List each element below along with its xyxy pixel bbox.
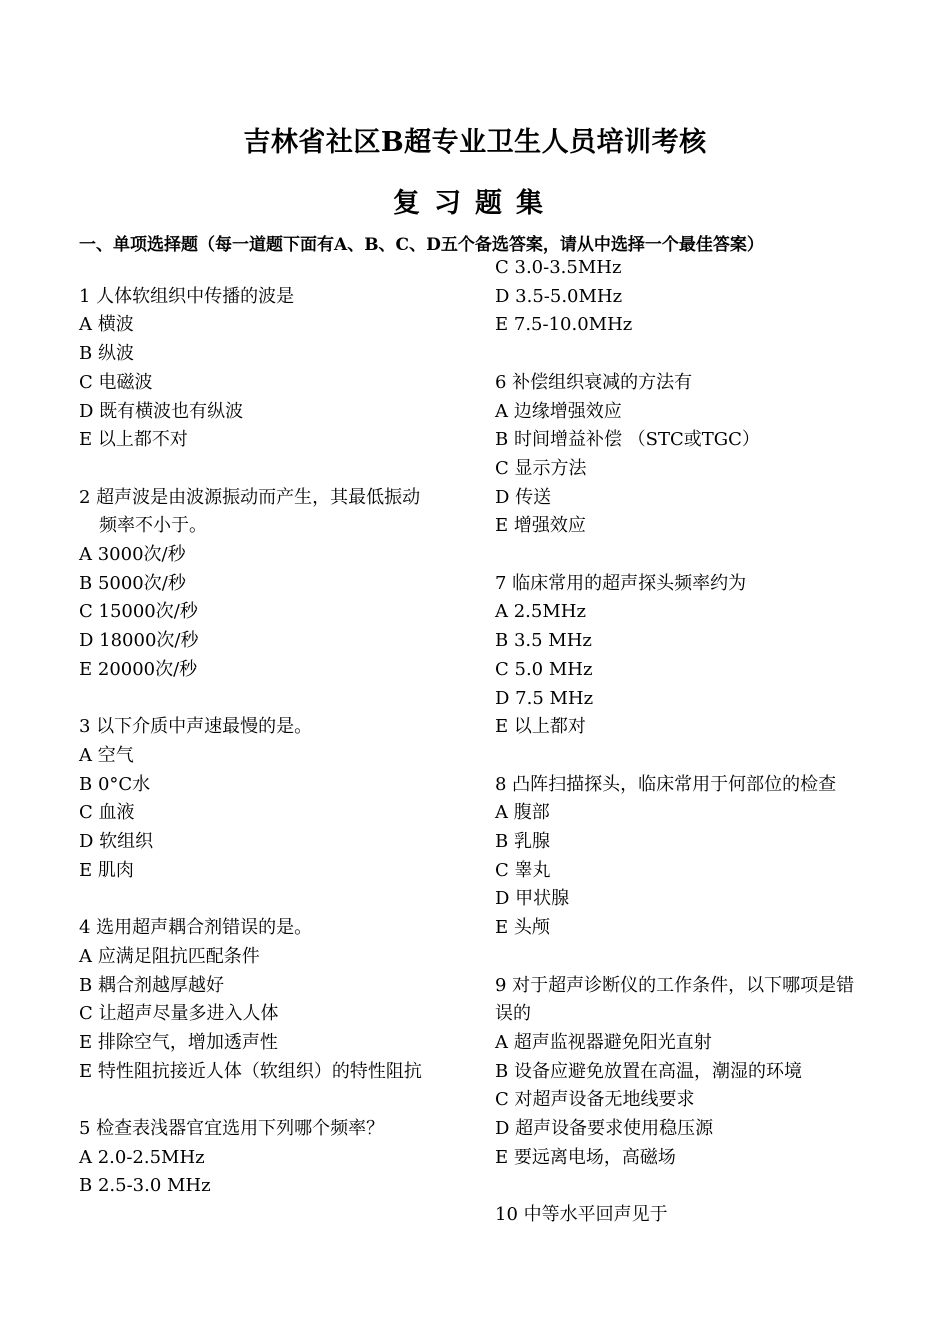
- question-stem: 1 人体软组织中传播的波是: [79, 285, 295, 307]
- option: B 2.5-3.0 MHz: [79, 1175, 211, 1197]
- question-stem: 2 超声波是由波源振动而产生，其最低振动: [79, 486, 421, 508]
- question-8: [495, 771, 880, 943]
- question-5-continued: [495, 254, 880, 340]
- option: D 3.5-5.0MHz: [495, 285, 623, 307]
- option: C 睾丸: [495, 859, 551, 881]
- question-3: [79, 713, 469, 885]
- question-1: [79, 283, 469, 455]
- option: B 设备应避免放置在高温，潮湿的环境: [495, 1060, 802, 1082]
- question-stem: 3 以下介质中声速最慢的是。: [79, 716, 313, 738]
- question-9: [495, 972, 880, 1173]
- option: D 软组织: [79, 831, 154, 853]
- option: C 3.0-3.5MHz: [495, 257, 622, 278]
- option: C 对超声设备无地线要求: [495, 1089, 695, 1111]
- question-stem: 6 补偿组织衰减的方法有: [495, 371, 693, 393]
- option: C 5.0 MHz: [495, 658, 593, 680]
- option: A 横波: [79, 314, 134, 336]
- option: D 超声设备要求使用稳压源: [495, 1118, 714, 1140]
- question-2: [79, 484, 469, 685]
- option: E 头颅: [495, 917, 550, 939]
- option: B 耦合剂越厚越好: [79, 974, 224, 996]
- option: E 排除空气，增加透声性: [79, 1031, 278, 1053]
- option: E 增强效应: [495, 515, 586, 537]
- option: A 腹部: [495, 802, 550, 824]
- option: A 2.5MHz: [495, 601, 586, 623]
- option: B 5000次/秒: [79, 572, 186, 594]
- option: C 15000次/秒: [79, 601, 198, 623]
- option: C 电磁波: [79, 371, 153, 393]
- option: E 20000次/秒: [79, 658, 198, 680]
- option: E 以上都不对: [79, 429, 188, 451]
- question-5: [79, 1115, 469, 1201]
- option: C 显示方法: [495, 457, 587, 479]
- question-stem-continued: 误的: [495, 1003, 531, 1025]
- option: A 2.0-2.5MHz: [79, 1146, 205, 1168]
- option: E 7.5-10.0MHz: [495, 314, 633, 336]
- option: B 时间增益补偿 （STC或TGC）: [495, 429, 760, 451]
- right-column: [495, 254, 880, 1230]
- option: A 空气: [79, 744, 134, 766]
- option: E 特性阻抗接近人体（软组织）的特性阻抗: [79, 1060, 422, 1082]
- option: A 边缘增强效应: [495, 400, 622, 422]
- option: E 以上都对: [495, 716, 586, 738]
- option: E 肌肉: [79, 859, 134, 881]
- option: A 3000次/秒: [79, 544, 186, 565]
- option: B 3.5 MHz: [495, 630, 592, 652]
- question-7: [495, 570, 880, 742]
- option: D 18000次/秒: [79, 630, 199, 652]
- option: D 甲状腺: [495, 888, 570, 910]
- option: D 传送: [495, 486, 552, 508]
- question-stem: 9 对于超声诊断仪的工作条件，以下哪项是错: [495, 974, 855, 996]
- question-6: [495, 369, 880, 541]
- document-title: 吉林省社区B超专业卫生人员培训考核: [243, 127, 707, 158]
- section-heading: 一、单项选择题（每一道题下面有A、B、C、D五个备选答案，请从中选择一个最佳答案）: [79, 235, 764, 255]
- option: E 要远离电场，高磁场: [495, 1146, 676, 1168]
- question-stem: 4 选用超声耦合剂错误的是。: [79, 917, 313, 939]
- option: C 血液: [79, 802, 135, 824]
- question-4: [79, 914, 469, 1086]
- option: B 乳腺: [495, 831, 550, 853]
- option: B 0°C水: [79, 773, 151, 795]
- question-stem: 7 临床常用的超声探头频率约为: [495, 572, 747, 594]
- option: D 既有横波也有纵波: [79, 400, 244, 422]
- question-stem: 10 中等水平回声见于: [495, 1204, 668, 1226]
- document-subtitle: 复习题集: [393, 188, 557, 219]
- question-stem-continued: 频率不小于。: [99, 515, 207, 537]
- option: D 7.5 MHz: [495, 687, 594, 709]
- option: A 超声监视器避免阳光直射: [495, 1031, 712, 1053]
- question-10: [495, 1201, 880, 1230]
- question-stem: 5 检查表浅器官宜选用下列哪个频率？: [79, 1118, 385, 1140]
- left-column: [79, 254, 469, 1201]
- option: C 让超声尽量多进入人体: [79, 1003, 279, 1025]
- question-stem: 8 凸阵扫描探头，临床常用于何部位的检查: [495, 773, 837, 795]
- option: B 纵波: [79, 343, 134, 365]
- option: A 应满足阻抗匹配条件: [79, 945, 260, 967]
